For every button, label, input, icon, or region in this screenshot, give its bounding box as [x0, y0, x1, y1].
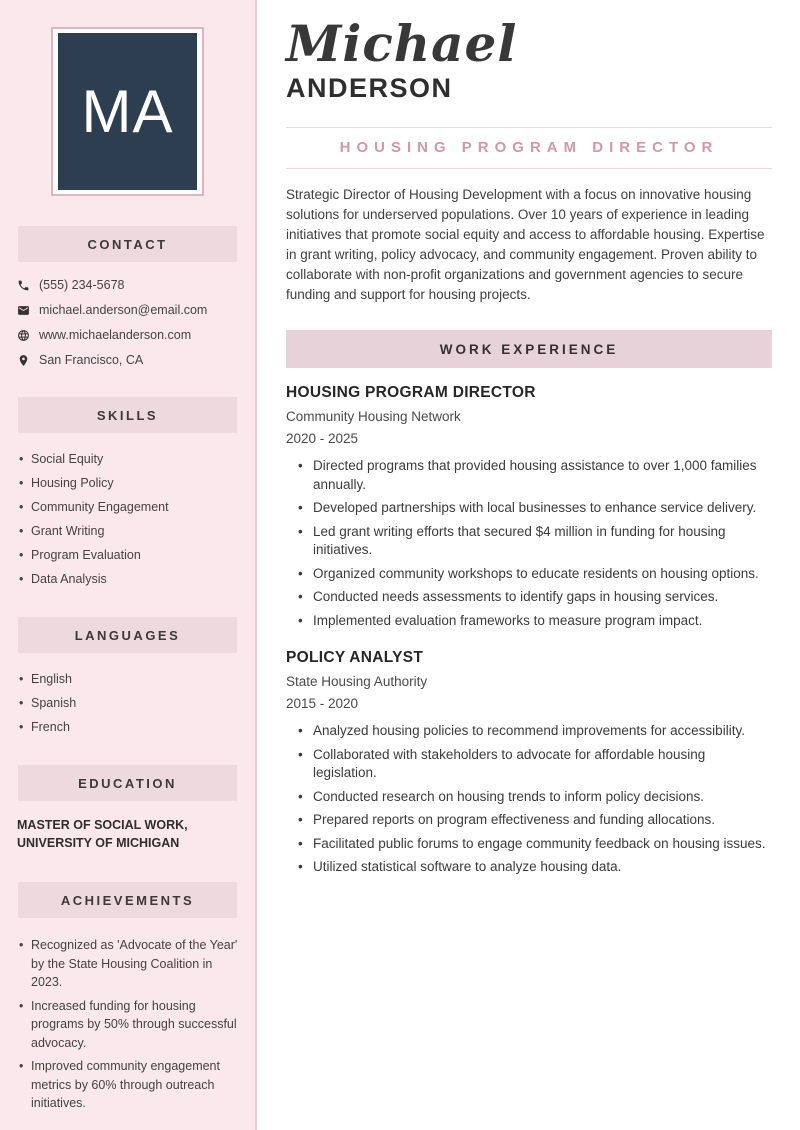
- job-entry-dates: 2020 - 2025: [286, 431, 359, 446]
- skills-list: [19, 451, 241, 587]
- contact-location: San Francisco, CA: [39, 353, 144, 367]
- education-school-line: UNIVERSITY OF MICHIGAN: [17, 836, 180, 850]
- job-entry-title: POLICY ANALYST: [286, 649, 424, 666]
- location-icon: [17, 354, 30, 367]
- monogram-frame: [51, 27, 204, 196]
- last-name: ANDERSON: [286, 73, 453, 103]
- job-bullet: • Collaborated with stakeholders to advocate for affordable housing legislation.: [286, 746, 772, 783]
- achievement-item: • Recognized as 'Advocate of the Year' by the State Housing Coalition in 2023.: [19, 936, 241, 992]
- skill-item: • Data Analysis: [19, 571, 241, 587]
- job-bullet: • Prepared reports on program effectiveness and funding allocations.: [286, 811, 772, 830]
- phone-icon: [17, 279, 30, 292]
- globe-icon: [17, 329, 30, 342]
- skill-item: • Community Engagement: [19, 499, 241, 515]
- contact-email: michael.anderson@email.com: [39, 303, 208, 317]
- email-icon: [17, 304, 30, 317]
- job-bullet-list: [286, 722, 772, 877]
- contact-row-website: [17, 328, 241, 342]
- contact-row-email: [17, 303, 241, 317]
- job-entry: [286, 384, 772, 630]
- achievements-section-header: ACHIEVEMENTS: [18, 882, 237, 918]
- job-bullet: • Utilized statistical software to analyze housing data.: [286, 858, 772, 877]
- education-section-header: EDUCATION: [18, 765, 237, 801]
- monogram-box: [58, 33, 197, 190]
- monogram-initials: MA: [81, 78, 174, 145]
- first-name: Michael: [286, 14, 518, 73]
- skill-item: • Program Evaluation: [19, 547, 241, 563]
- skill-item: • Housing Policy: [19, 475, 241, 491]
- job-bullet: • Led grant writing efforts that secured $4 million in funding for housing initiatives.: [286, 523, 772, 560]
- job-bullet: • Organized community workshops to educate residents on housing options.: [286, 565, 772, 584]
- contact-website: www.michaelanderson.com: [39, 328, 192, 342]
- languages-section-header: LANGUAGES: [18, 617, 237, 653]
- achievement-item: • Increased funding for housing programs by 50% through successful advocacy.: [19, 997, 241, 1053]
- skill-item: • Grant Writing: [19, 523, 241, 539]
- sidebar: [0, 0, 257, 1130]
- education-degree-line: MASTER OF SOCIAL WORK,: [17, 818, 188, 832]
- job-bullet: • Developed partnerships with local businesses to enhance service delivery.: [286, 499, 772, 518]
- job-bullet: • Directed programs that provided housing assistance to over 1,000 families annually.: [286, 457, 772, 494]
- professional-summary: Strategic Director of Housing Development with a focus on innovative housing solutions for underserved populations. Over 10 years of experience in leading initiatives that promote social equity and access to affordable housing. Expertise in grant writing, policy advocacy, and community engagement. Proven ability to collaborate with non-profit organizations and government agencies to secure funding and support for housing projects.: [286, 187, 765, 302]
- contact-row-location: [17, 353, 241, 367]
- job-bullet: • Conducted needs assessments to identify gaps in housing services.: [286, 588, 772, 607]
- language-item: • Spanish: [19, 695, 241, 711]
- job-entry-title: HOUSING PROGRAM DIRECTOR: [286, 384, 536, 401]
- work-experience-header: WORK EXPERIENCE: [286, 330, 772, 368]
- achievements-list: [19, 936, 241, 1113]
- job-bullet: • Facilitated public forums to engage community feedback on housing issues.: [286, 835, 772, 854]
- job-entry-company: State Housing Authority: [286, 674, 428, 689]
- contact-phone: (555) 234-5678: [39, 278, 125, 292]
- contact-section-header: CONTACT: [18, 226, 237, 262]
- contact-row-phone: [17, 278, 241, 292]
- education-degree: [17, 816, 239, 852]
- languages-list: [19, 671, 241, 735]
- job-bullet: • Analyzed housing policies to recommend improvements for accessibility.: [286, 722, 772, 741]
- job-bullet: • Implemented evaluation frameworks to measure program impact.: [286, 612, 772, 631]
- job-title-text: HOUSING PROGRAM DIRECTOR: [339, 139, 719, 156]
- language-item: • French: [19, 719, 241, 735]
- job-entry: [286, 649, 772, 877]
- job-bullet-list: [286, 457, 772, 630]
- skills-section-header: SKILLS: [18, 397, 237, 433]
- language-item: • English: [19, 671, 241, 687]
- main-column: [286, 0, 772, 882]
- achievement-item: • Improved community engagement metrics by 60% through outreach initiatives.: [19, 1057, 241, 1113]
- job-entry-dates: 2015 - 2020: [286, 696, 359, 711]
- job-entry-company: Community Housing Network: [286, 409, 461, 424]
- job-bullet: • Conducted research on housing trends to inform policy decisions.: [286, 788, 772, 807]
- contact-list: [17, 278, 241, 367]
- job-title-band: [286, 127, 772, 169]
- skill-item: • Social Equity: [19, 451, 241, 467]
